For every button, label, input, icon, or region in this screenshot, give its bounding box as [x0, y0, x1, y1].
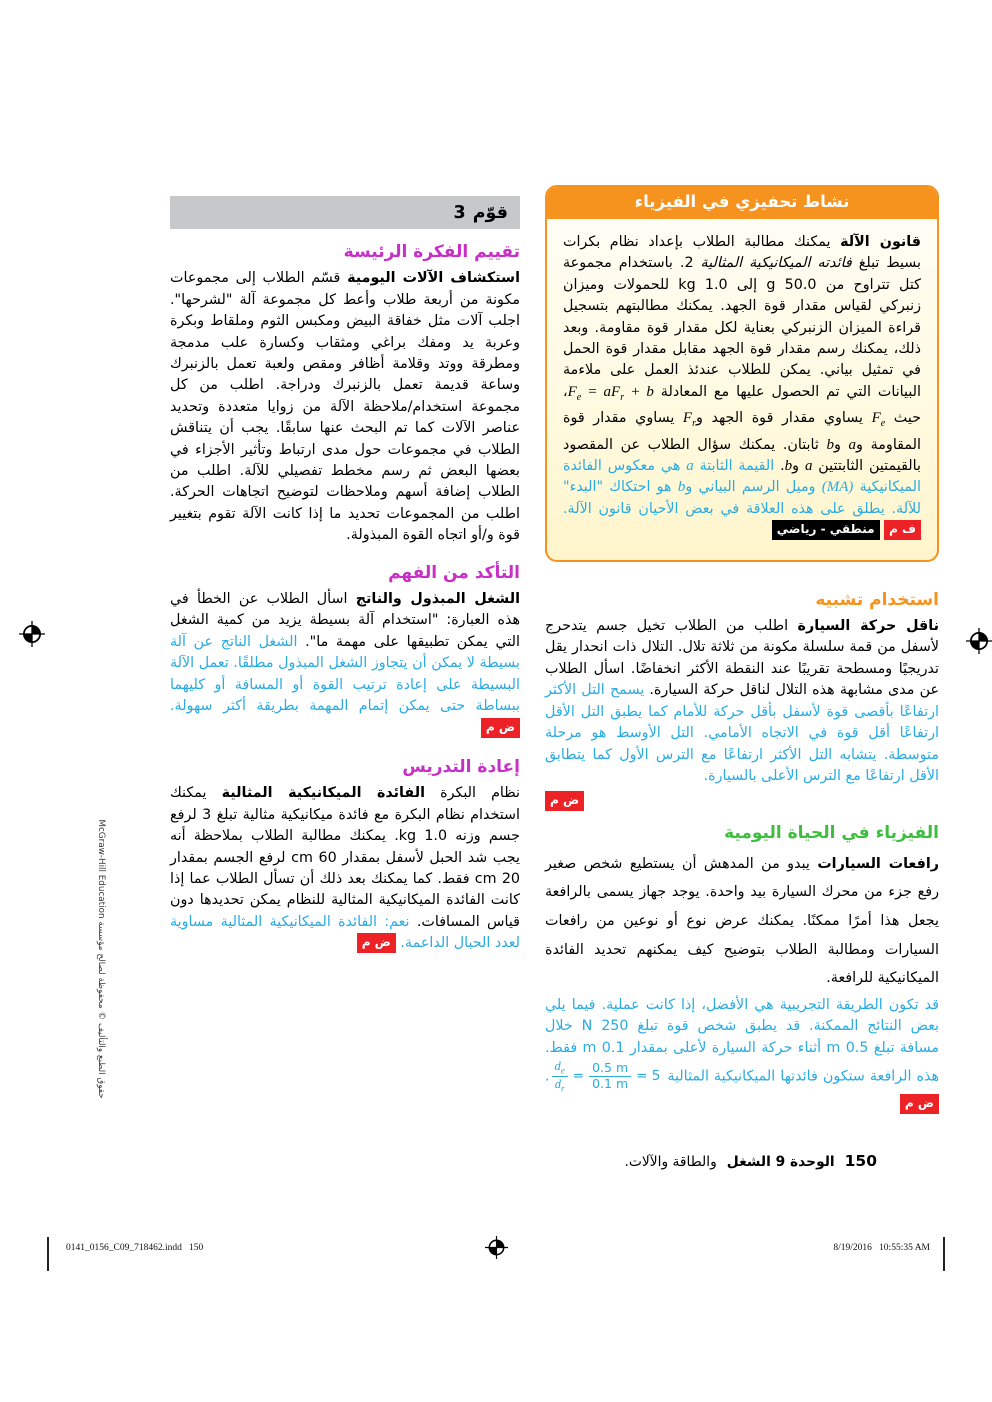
section-heading-main-idea: تقييم الفكرة الرئيسة — [343, 242, 520, 262]
footer-page-number: 150 — [844, 1152, 877, 1170]
copyright-sidebar: حقوق الطبع والتأليف © محفوظة لصالح مؤسسة McGraw-Hill Education — [96, 819, 106, 1099]
registration-mark-icon — [485, 1236, 508, 1259]
main-idea-paragraph — [170, 268, 520, 546]
paragraph-text: . — [780, 458, 785, 475]
print-file-info: 0141_0156_C09_718462.indd 150 — [66, 1243, 204, 1253]
symbol-Fr: $F_r$ — [682, 410, 696, 430]
answer-text: قد تكون الطريقة التجريبية هي الأفضل، إذا كانت عملية. فيما يلي بعض النتائج الممكنة. قد يطبق شخص قوة تبلغ 250 N خلال مسافة تبلغ 0.5 m أثناء حركة السيارة لأعلى بمقدار 0.1 m فقط. هذه الرافعة ستكون فائدتها الميكانيكية المثالية — [545, 996, 940, 1085]
crop-mark — [943, 1237, 945, 1271]
activity-title: رافعات السيارات — [817, 855, 939, 872]
answer-text: نعم: الفائدة الميكانيكية المثالية مساوية لعدد الحبال الداعمة. — [170, 913, 520, 952]
page-footer — [625, 1152, 877, 1170]
answer-text: يسمح التل الأكثر ارتفاعًا بأقصى قوة لأسفل بأقل حركة للأمام كما يطبق التل الأقل ارتفاعًا أقل قوة في الاتجاه الأمامي. التل الأوسط هو مرحلة متوسطة. يتشابه التل الأكثر ارتفاعًا مع الترس الأول كما يتطابق الأقل ارتفاعًا مع الترس الأعلى بالسيارة. — [545, 682, 939, 784]
section-heading-check-understanding: التأكد من الفهم — [388, 562, 520, 583]
crop-mark — [47, 1237, 49, 1271]
paragraph-text: يساوي مقدار قوة الجهد و — [695, 410, 872, 427]
footer-unit-title: الوحدة 9 الشغل — [726, 1154, 835, 1170]
answer-text: وميل الرسم البياني و — [685, 479, 822, 496]
section-heading-everyday-physics: الفيزياء في الحياة اليومية — [724, 823, 939, 844]
registration-mark-icon — [966, 628, 992, 654]
analogy-badge-line — [545, 790, 939, 811]
level-badge: ض م — [900, 1094, 939, 1114]
key-term: الفائدة الميكانيكية المثالية — [221, 785, 425, 802]
everyday-paragraph — [545, 850, 939, 993]
activity-title: الشغل المبذول والناتج — [355, 591, 520, 608]
paragraph-text: اطلب من الطلاب تخيل جسم يتدحرج لأسفل من قمة سلسلة مكونة من ثلاثة تلال. التلال ذات انحدار يقل تدريجيًا ومسطحة تقريبًا عند النقطة الأكثر انخفاضًا. اسأل الطلاب عن مدى مشابهة هذه التلال لناقل حركة السيارة. — [545, 618, 939, 699]
physics-challenge-box — [545, 185, 939, 562]
paragraph-text: ثابتان. يمكنك سؤال الطلاب عن المقصود بالقيمتين الثابتتين — [563, 436, 921, 475]
paragraph-text: يمكنك مطالبة الطلاب بإعداد نظام بكرات بسيط تبلغ — [563, 234, 921, 272]
equation-ideal-mechanical-advantage: $\frac{d_e}{d_r}$ = $\frac{0.5 m}{0.1 m}$ = 5 — [552, 1059, 661, 1094]
section-heading-analogy: استخدام تشبيه — [815, 589, 939, 610]
paragraph-text: و — [834, 436, 849, 453]
activity-title: استكشاف الآلات اليومية — [347, 270, 520, 287]
paragraph-text: قسّم الطلاب إلى مجموعات مكونة من أربعة طلاب وأعط كل مجموعة آلة "لشرحها". اجلب آلات مثل خفاقة البيض ومكبس الثوم وملقاط وبكرة وعربة يد ومفك براغي ومثقاب وكسارة علب مدمجة ومطرقة ووتد وقلامة أظافر ومقص ولعبة تعمل بالزنبرك وساعة قديمة تعمل بالزنبرك ودراجة. اطلب من كل مجموعة استخدام/ملاحظة الآلة من زوايا متعددة وتحديد عناصر الآلات كما تم البحث عنها سابقًا. يجب أن يتناقش الطلاب في مجموعات حول مدى ارتباط وتأثير الأجزاء في بعضها البعض ثم رسم مخطط تفصيلي للآلة. اطلب من الطلاب إضافة أسهم وملاحظات لتوضيح اتجاهات الحركة. اطلب من المجموعات تحديد ما إذا كانت الآلة تقوم بتغيير قوة و/أو اتجاه القوة المبذولة. — [170, 270, 520, 544]
assess-step-label: قوّم — [472, 202, 508, 223]
answer-text: الشغل الناتج عن آلة بسيطة لا يمكن أن يتجاوز الشغل المبذول مطلقًا. تعمل الآلة البسيطة على إعادة ترتيب القوة أو المسافة أو كليهما ببساطة حتى يمكن إتمام المهمة بطريقة أكثر سهولة. — [170, 633, 520, 715]
symbol-Fe: $F_e$ — [871, 410, 886, 430]
right-column — [545, 185, 939, 1115]
paragraph-text: يساوي مقدار قوة المقاومة و — [563, 410, 921, 453]
reteach-paragraph — [170, 783, 520, 954]
left-column — [170, 196, 520, 955]
answer-text: هو احتكاك "البدء" للآلة. يطلق على هذه العلاقة في بعض الأحيان قانون الآلة. — [563, 479, 921, 517]
answer-text: القيمة الثابتة — [693, 458, 775, 475]
analogy-paragraph — [545, 616, 939, 787]
paragraph-text: يبدو من المدهش أن يستطيع شخص صغير رفع جزء من محرك السيارة بيد واحدة. يوجد جهاز يسمى بالرافعة يجعل هذا أمرًا ممكنًا. يمكنك عرض نوع أو نوعين من رافعات السيارات ومطالبة الطلاب بتوضيح كيف يمكنهم تحديد الفائدة الميكانيكية للرافعة. — [545, 855, 939, 987]
paragraph-text: يمكنك استخدام نظام البكرة مع فائدة ميكانيكية مثالية تبلغ 3 لرفع جسم وزنه 1.0 kg. يمكنك مطالبة الطلاب بملاحظة أنه يجب شد الحبل لأسفل بمقدار 60 cm لرفع الجسم بمقدار 20 cm فقط. كما يمكنك بعد ذلك أن تسأل الطلاب عما إذا كانت الفائدة الميكانيكية المثالية للنظام يمكن تحديدها دون قياس المسافات. — [170, 785, 521, 930]
activity-intro: نظام البكرة — [424, 785, 520, 802]
symbol-MA: (MA) — [821, 479, 854, 496]
symbol-b: b — [677, 479, 686, 496]
answer-text: هي معكوس الفائدة الميكانيكية — [563, 458, 921, 496]
vocab-italic: فائدته الميكانيكية المثالية — [700, 255, 852, 272]
fraction-de-dr: $\frac{d_e}{d_r}$ — [552, 1059, 568, 1094]
assess-step-number: 3 — [453, 202, 466, 223]
fraction-distances: $\frac{0.5 m}{0.1 m}$ — [589, 1061, 631, 1091]
activity-title: ناقل حركة السيارة — [797, 618, 939, 635]
answer-text: . — [545, 1068, 550, 1085]
level-badge: ض م — [481, 718, 520, 738]
check-understanding-paragraph — [170, 589, 520, 739]
symbol-b: b — [784, 458, 793, 475]
paragraph-text: 2. باستخدام مجموعة كتل تتراوح من 50.0 g إلى 1.0 kg للحمولات وميزان زنبركي لقياس مقدار قوة الجهد. يمكنك مطالبتهم بتسجيل قراءة الميزان الزنبركي بعناية لكل مقدار قوة مقاومة. وبعد ذلك، يمكنك رسم مقدار قوة الجهد مقابل مقدار قوة الحمل في تمثيل بياني. يمكن للطلاب عندئذ العمل على ملاءمة البيانات التي تم الحصول عليها مع المعادلة — [563, 255, 921, 400]
paragraph-text: ، حيث — [563, 383, 921, 427]
symbol-b: b — [826, 436, 834, 453]
symbol-a: a — [804, 458, 813, 475]
equation-machine-law: $F_e = aF_r + b$ — [567, 383, 654, 403]
physics-challenge-box-body — [547, 219, 937, 560]
level-badge: ض م — [545, 791, 584, 811]
intelligence-badge: منطقي - رياضي — [772, 520, 880, 540]
section-heading-reteach: إعادة التدريس — [402, 756, 520, 777]
symbol-a: a — [686, 458, 694, 475]
assess-step-bar — [170, 196, 520, 229]
physics-challenge-box-header: نشاط تحفيزي في الفيزياء — [547, 187, 937, 219]
print-timestamp: 8/19/2016 10:55:35 AM — [833, 1243, 930, 1253]
paragraph-text: و — [792, 458, 805, 475]
level-badge: ف م — [884, 520, 921, 540]
level-badge: ض م — [357, 933, 396, 953]
registration-mark-icon — [19, 621, 45, 647]
activity-title: قانون الآلة — [840, 234, 922, 250]
symbol-a: a — [848, 436, 857, 453]
footer-unit-subtitle: والطاقة والآلات. — [624, 1154, 717, 1170]
paragraph-text: اسأل الطلاب عن الخطأ في هذه العبارة: "استخدام آلة بسيطة يزيد من كمية الشغل التي يمكن تطبيقها على مهمة ما". — [170, 591, 520, 650]
everyday-answer-paragraph — [545, 995, 939, 1115]
